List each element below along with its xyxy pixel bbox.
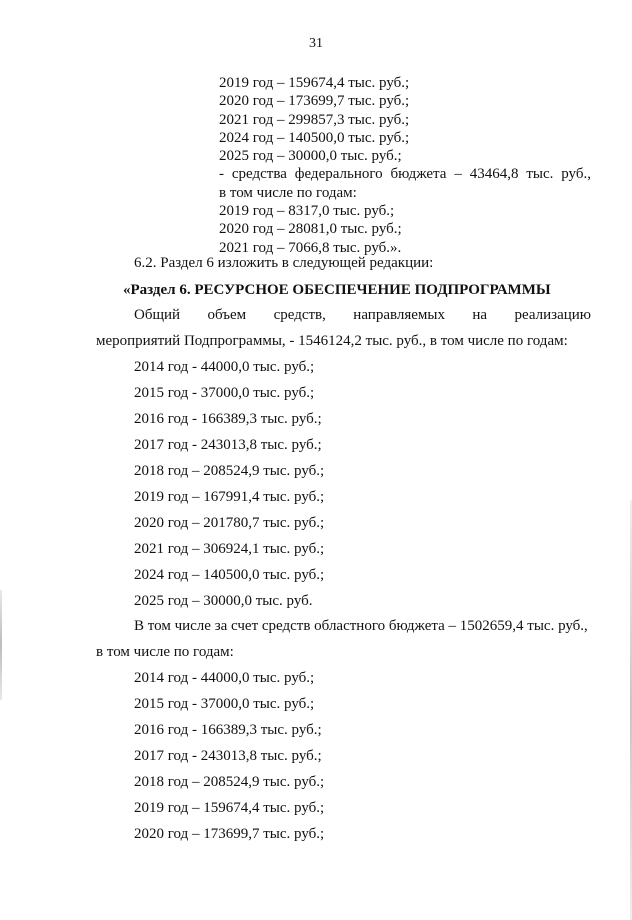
list-item: 2020 год – 28081,0 тыс. руб.; [219, 221, 402, 238]
list-item: 2019 год – 8317,0 тыс. руб.; [219, 203, 395, 220]
list-item: 2016 год - 166389,3 тыс. руб.; [134, 411, 322, 427]
list-item: 2020 год – 173699,7 тыс. руб.; [134, 826, 325, 842]
list-item: 2024 год – 140500,0 тыс. руб.; [134, 567, 325, 583]
list-item: 2017 год - 243013,8 тыс. руб.; [134, 748, 322, 764]
list-item: 2025 год – 30000,0 тыс. руб.; [219, 148, 402, 165]
regional-budget-line-2: в том числе по годам: [96, 644, 234, 660]
list-item: 2020 год – 173699,7 тыс. руб.; [219, 93, 410, 110]
page-number: 31 [309, 36, 323, 51]
list-item: 2015 год - 37000,0 тыс. руб.; [134, 696, 315, 712]
list-item: 2019 год – 167991,4 тыс. руб.; [134, 489, 325, 505]
section-intro: 6.2. Раздел 6 изложить в следующей редакции: [134, 255, 434, 271]
list-item: 2018 год – 208524,9 тыс. руб.; [134, 774, 325, 790]
list-item: 2025 год – 30000,0 тыс. руб. [134, 593, 313, 609]
list-item: 2020 год – 201780,7 тыс. руб.; [134, 515, 325, 531]
section-heading: «Раздел 6. РЕСУРСНОЕ ОБЕСПЕЧЕНИЕ ПОДПРОГРАММЫ [123, 282, 551, 298]
total-funding-line-1: Общий объем средств, направляемых на реализацию [134, 307, 591, 323]
total-funding-line-2: мероприятий Подпрограммы, - 1546124,2 тыс. руб., в том числе по годам: [96, 333, 568, 349]
federal-budget-line: - средства федерального бюджета – 43464,8 тыс. руб., [219, 166, 591, 183]
list-item: 2015 год - 37000,0 тыс. руб.; [134, 385, 315, 401]
list-item: 2017 год - 243013,8 тыс. руб.; [134, 437, 322, 453]
list-item: 2021 год – 299857,3 тыс. руб.; [219, 111, 410, 128]
list-item: 2019 год – 159674,4 тыс. руб.; [219, 75, 410, 91]
list-item: 2014 год - 44000,0 тыс. руб.; [134, 359, 315, 375]
list-item: 2024 год – 140500,0 тыс. руб.; [219, 129, 410, 146]
list-item: в том числе по годам: [219, 184, 357, 201]
scan-edge-left [0, 590, 2, 700]
list-item: 2016 год - 166389,3 тыс. руб.; [134, 722, 322, 738]
regional-budget-line-1: В том числе за счет средств областного бюджета – 1502659,4 тыс. руб., [134, 618, 588, 634]
funding-continuation-block [219, 74, 591, 257]
list-item: 2021 год – 7066,8 тыс. руб.». [219, 239, 402, 256]
list-item: 2021 год – 306924,1 тыс. руб.; [134, 541, 325, 557]
list-item: 2018 год – 208524,9 тыс. руб.; [134, 463, 325, 479]
list-item: 2019 год – 159674,4 тыс. руб.; [134, 800, 325, 816]
list-item: 2014 год - 44000,0 тыс. руб.; [134, 670, 315, 686]
